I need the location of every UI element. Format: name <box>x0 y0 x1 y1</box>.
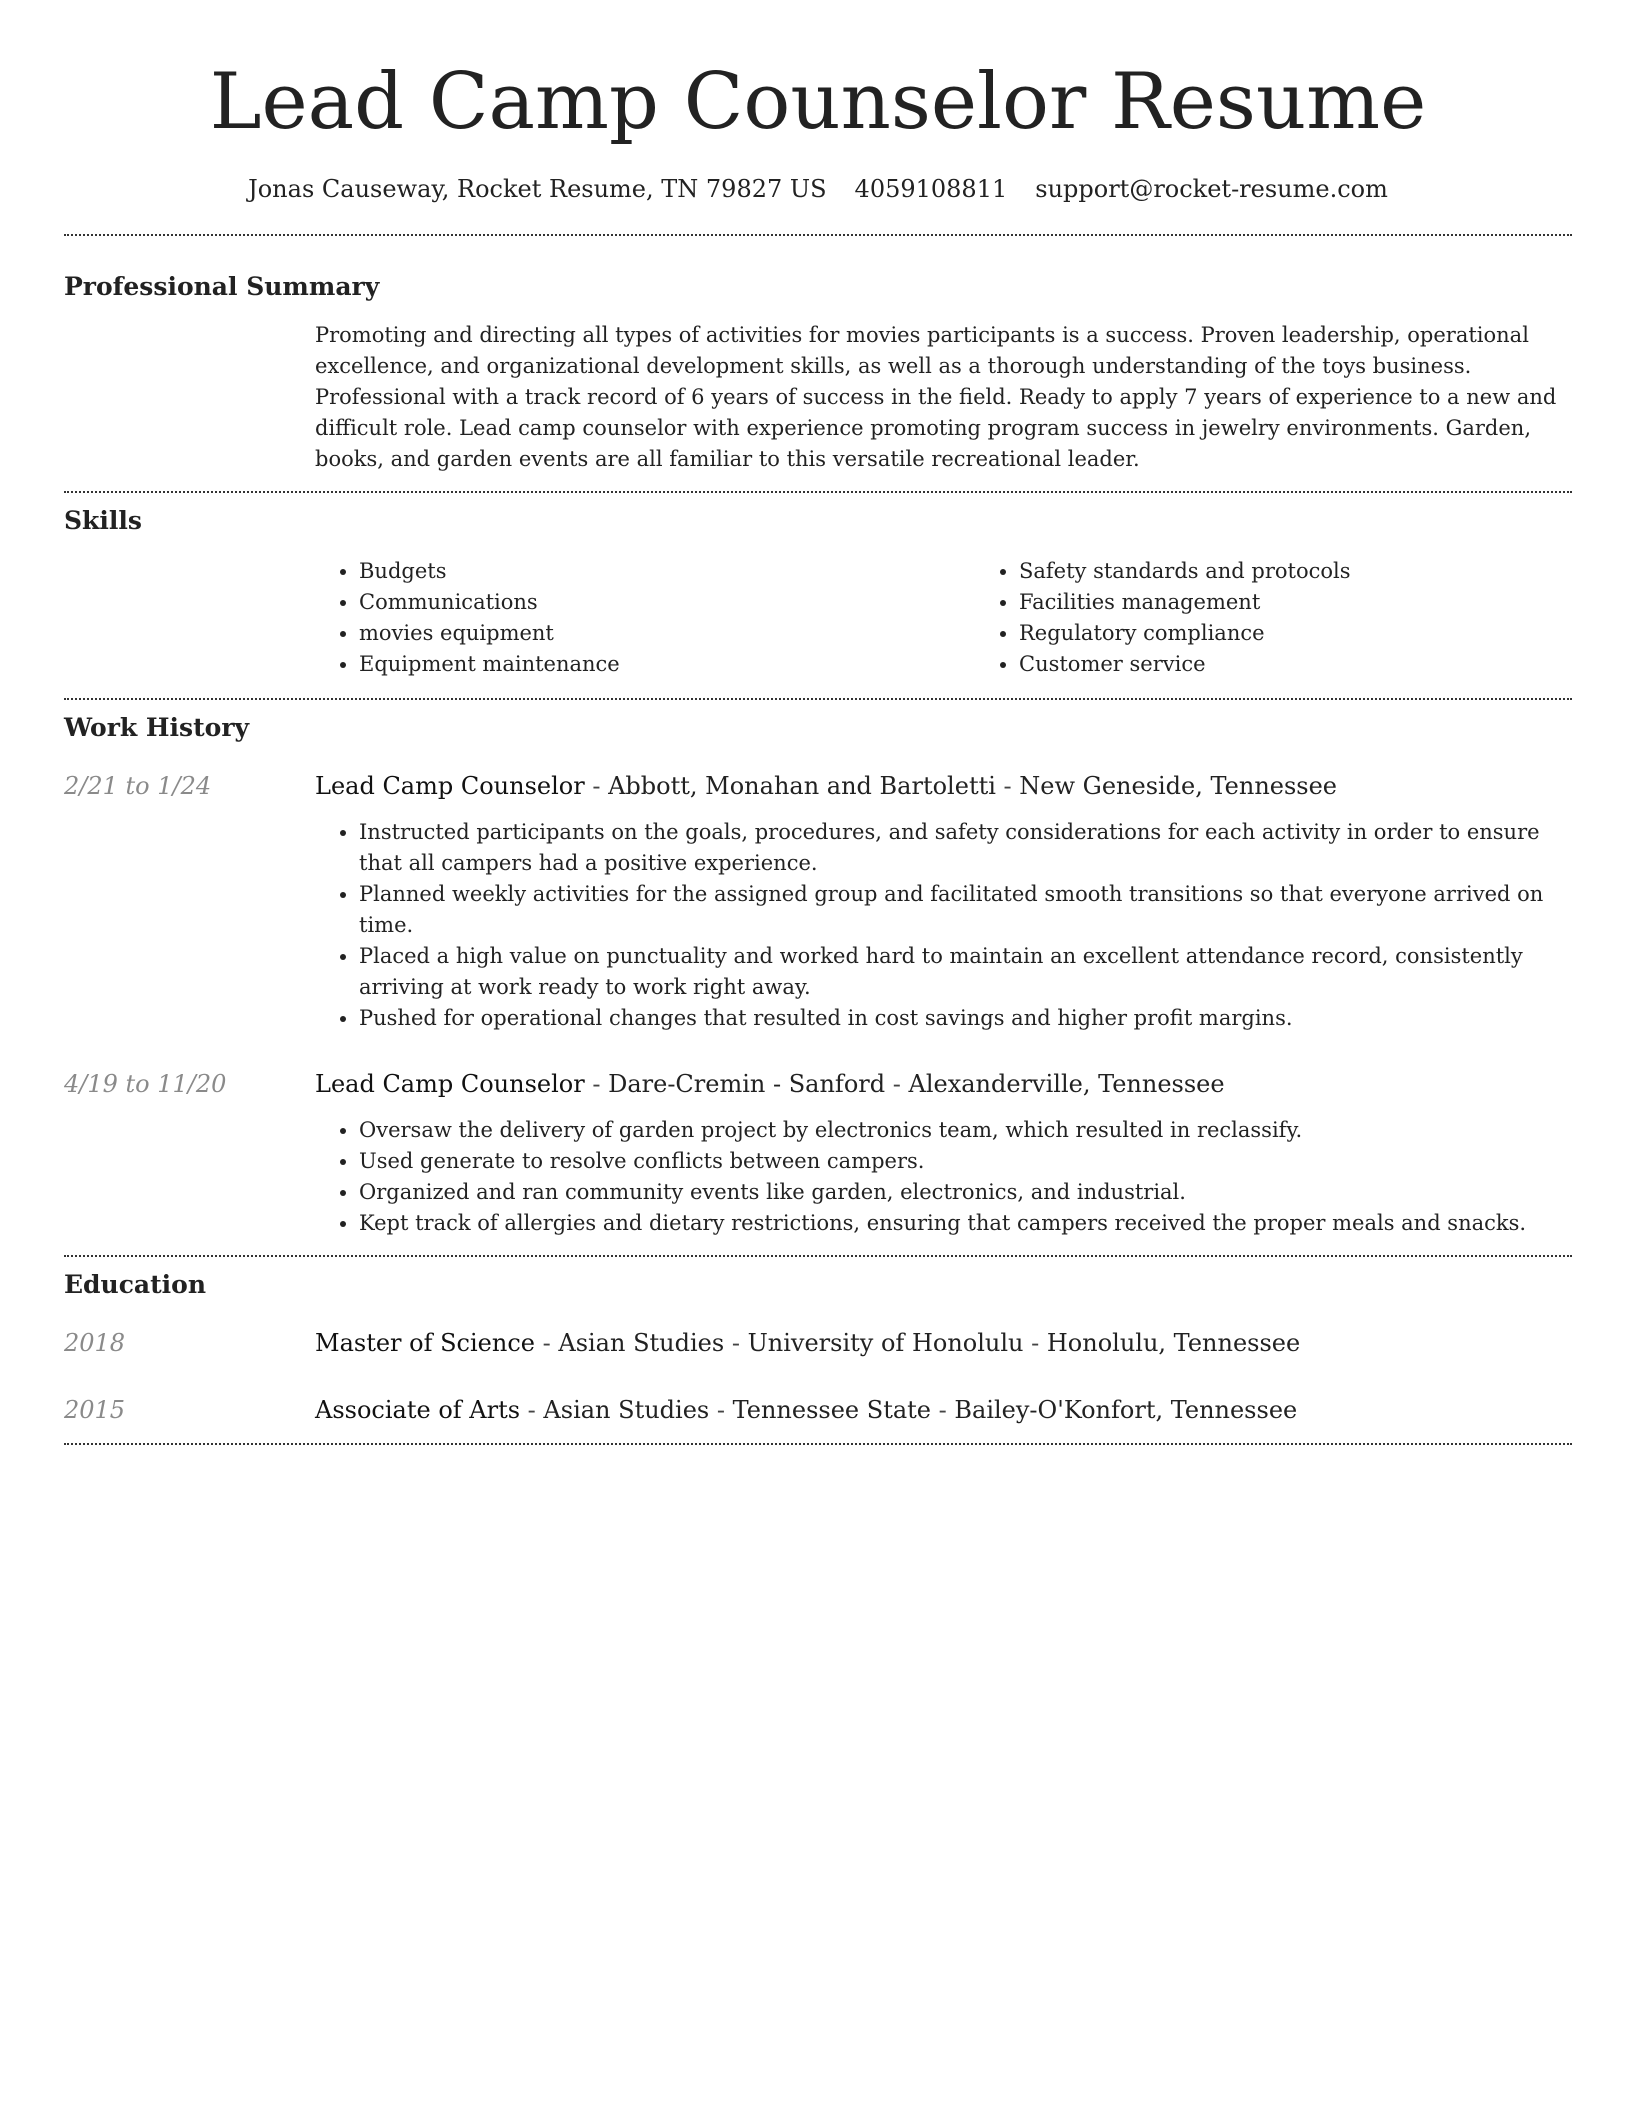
separator: - <box>584 1070 609 1098</box>
job-bullet: • Kept track of allergies and dietary restrictions, ensuring that campers received the proper meals and snacks. <box>359 1208 1572 1239</box>
education-year: 2015 <box>64 1396 126 1424</box>
job-bullet: • Placed a high value on punctuality and worked hard to maintain an excellent attendance record, consistently arriving at work ready to work right away. <box>359 941 1572 1003</box>
contact-phone: 4059108811 <box>854 175 1008 203</box>
education-degree: Associate of Arts <box>315 1396 521 1424</box>
job-bullet: • Oversaw the delivery of garden project by electronics team, which resulted in reclassify. <box>359 1115 1572 1146</box>
job-title-line <box>315 1067 1572 1101</box>
education-divider <box>64 1443 1572 1445</box>
job-location: New Geneside, Tennessee <box>1019 772 1338 800</box>
skills-section <box>64 504 1572 680</box>
job-title-line <box>315 769 1572 803</box>
job-location: Alexanderville, Tennessee <box>908 1070 1225 1098</box>
education-degree: Master of Science <box>315 1329 535 1357</box>
job-role: Lead Camp Counselor <box>315 1070 585 1098</box>
education-field: Asian Studies <box>543 1396 710 1424</box>
skill-item: • Safety standards and protocols <box>1019 556 1632 587</box>
separator: - <box>1023 1329 1047 1357</box>
header-divider <box>64 234 1572 236</box>
education-school: University of Honolulu <box>747 1329 1024 1357</box>
separator: - <box>584 772 609 800</box>
separator: - <box>931 1396 955 1424</box>
separator: - <box>995 772 1020 800</box>
separator: - <box>709 1396 733 1424</box>
job-company: Dare-Cremin - Sanford <box>608 1070 886 1098</box>
work-section <box>64 711 1572 1239</box>
job-dates: 4/19 to 11/20 <box>64 1070 227 1098</box>
contact-address: Jonas Causeway, Rocket Resume, TN 79827 US <box>248 175 827 203</box>
resume-page <box>64 0 1572 1445</box>
summary-text: Promoting and directing all types of activities for movies participants is a success. Proven leadership, operational excellence, and organizational development skills, as well as a thorough understanding of the toys business. Professional with a track record of 6 years of success in the field. Ready to apply 7 years of experience to a new and difficult role. Lead camp counselor with experience promoting program success in jewelry environments. Garden, books, and garden events are all familiar to this versatile recreational leader. <box>315 323 1557 471</box>
skills-list-left <box>315 556 975 680</box>
contact-email[interactable]: support@rocket-resume.com <box>1035 175 1388 203</box>
skill-item: • Regulatory compliance <box>1019 618 1632 649</box>
work-divider <box>64 1255 1572 1257</box>
summary-heading: Professional Summary <box>64 272 380 301</box>
job-dates: 2/21 to 1/24 <box>64 772 212 800</box>
education-school: Tennessee State <box>732 1396 931 1424</box>
education-heading: Education <box>64 1270 207 1299</box>
separator: - <box>520 1396 544 1424</box>
job-company: Abbott, Monahan and Bartoletti <box>608 772 996 800</box>
education-section <box>64 1268 1572 1427</box>
skill-item: • Communications <box>359 587 975 618</box>
skills-list-right <box>975 556 1632 680</box>
separator: - <box>724 1329 748 1357</box>
resume-title: Lead Camp Counselor Resume <box>209 57 1427 147</box>
separator: - <box>534 1329 559 1357</box>
skill-item: • Customer service <box>1019 649 1632 680</box>
separator: - <box>885 1070 909 1098</box>
skill-item: • movies equipment <box>359 618 975 649</box>
education-entry <box>64 1393 1572 1427</box>
job-entry <box>64 1067 1572 1239</box>
education-location: Honolulu, Tennessee <box>1046 1329 1301 1357</box>
job-bullet: • Organized and ran community events like garden, electronics, and industrial. <box>359 1177 1572 1208</box>
education-year: 2018 <box>64 1329 126 1357</box>
job-bullets <box>315 817 1572 1034</box>
summary-divider <box>64 491 1572 493</box>
job-bullets <box>315 1115 1572 1239</box>
job-role: Lead Camp Counselor <box>315 772 585 800</box>
job-bullet: • Planned weekly activities for the assigned group and facilitated smooth transitions so that everyone arrived on time. <box>359 879 1572 941</box>
summary-section <box>64 270 1572 475</box>
work-heading: Work History <box>64 713 250 742</box>
education-title-line <box>315 1326 1572 1360</box>
job-entry <box>64 769 1572 1034</box>
education-title-line <box>315 1393 1572 1427</box>
skills-divider <box>64 698 1572 700</box>
job-bullet: • Pushed for operational changes that resulted in cost savings and higher profit margins. <box>359 1003 1572 1034</box>
job-bullet: • Used generate to resolve conflicts between campers. <box>359 1146 1572 1177</box>
contact-line <box>64 172 1572 206</box>
education-entry <box>64 1326 1572 1360</box>
job-bullet: • Instructed participants on the goals, procedures, and safety considerations for each activity in order to ensure that all campers had a positive experience. <box>359 817 1572 879</box>
education-location: Bailey-O'Konfort, Tennessee <box>954 1396 1298 1424</box>
skill-item: • Facilities management <box>1019 587 1632 618</box>
skills-heading: Skills <box>64 506 142 535</box>
skill-item: • Equipment maintenance <box>359 649 975 680</box>
skill-item: • Budgets <box>359 556 975 587</box>
education-field: Asian Studies <box>558 1329 725 1357</box>
